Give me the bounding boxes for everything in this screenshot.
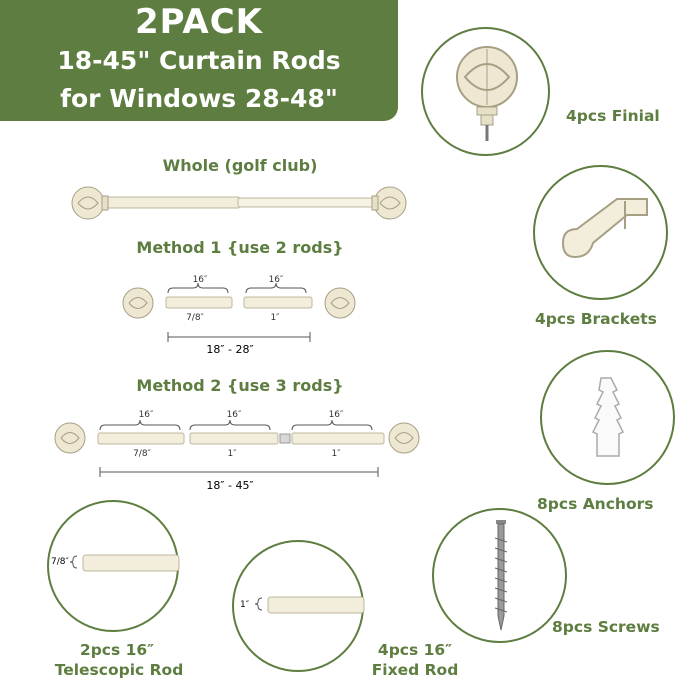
screws-caption: 8pcs Screws [552, 618, 660, 636]
method1-title: Method 1 {use 2 rods} [136, 238, 344, 257]
fixed-rod-circle [232, 540, 364, 672]
fixed-rod-caption: Fixed Rod [371, 661, 459, 679]
method1-range: 18″ - 28″ [206, 343, 254, 356]
screw-icon [486, 518, 516, 638]
method2-title: Method 2 {use 3 rods} [136, 376, 344, 395]
anchors-caption: 8pcs Anchors [537, 495, 654, 513]
title-banner [0, 0, 398, 121]
method1-diameter-a: 7/8″ [186, 313, 204, 323]
telescopic-rod-qty: 2pcs 16″ [79, 641, 155, 659]
method2-diameter-c: 1″ [331, 449, 341, 459]
screws-circle [432, 508, 567, 643]
whole-rod-illustration [70, 184, 410, 224]
method2-length-b: 16″ [226, 410, 242, 420]
finial-icon [451, 41, 523, 146]
banner-product-name: 18-45" Curtain Rods [57, 46, 341, 75]
banner-window-size: for Windows 28-48" [60, 84, 338, 113]
anchors-circle [540, 350, 675, 485]
brackets-circle [533, 165, 668, 300]
finial-right-icon [325, 288, 355, 318]
finial-left-icon [123, 288, 153, 318]
telescopic-rod-caption: Telescopic Rod [54, 661, 184, 679]
fixed-rod-icon [234, 594, 364, 624]
method1-diameter-b: 1″ [270, 313, 280, 323]
finial-left-icon [55, 423, 85, 453]
finial-caption: 4pcs Finial [566, 107, 660, 125]
whole-title: Whole (golf club) [162, 156, 318, 175]
fixed-rod-diameter: 1″ [240, 600, 250, 610]
finial-right-icon [372, 187, 406, 219]
fixed-rod-qty: 4pcs 16″ [377, 641, 453, 659]
method1-length-a: 16″ [192, 275, 208, 285]
telescopic-rod-diameter: 7/8″ [51, 557, 69, 567]
finial-right-icon [389, 423, 419, 453]
anchor-icon [587, 372, 637, 472]
brackets-caption: 4pcs Brackets [535, 310, 657, 328]
method2-diameter-b: 1″ [227, 449, 237, 459]
finial-circle [421, 27, 550, 156]
method2-diameter-a: 7/8″ [133, 449, 151, 459]
method2-range: 18″ - 45″ [206, 479, 254, 492]
method2-length-a: 16″ [138, 410, 154, 420]
method2-length-c: 16″ [328, 410, 344, 420]
finial-left-icon [72, 187, 108, 219]
bracket-icon [553, 191, 653, 271]
banner-pack-count: 2PACK [134, 2, 264, 42]
method1-length-b: 16″ [268, 275, 284, 285]
